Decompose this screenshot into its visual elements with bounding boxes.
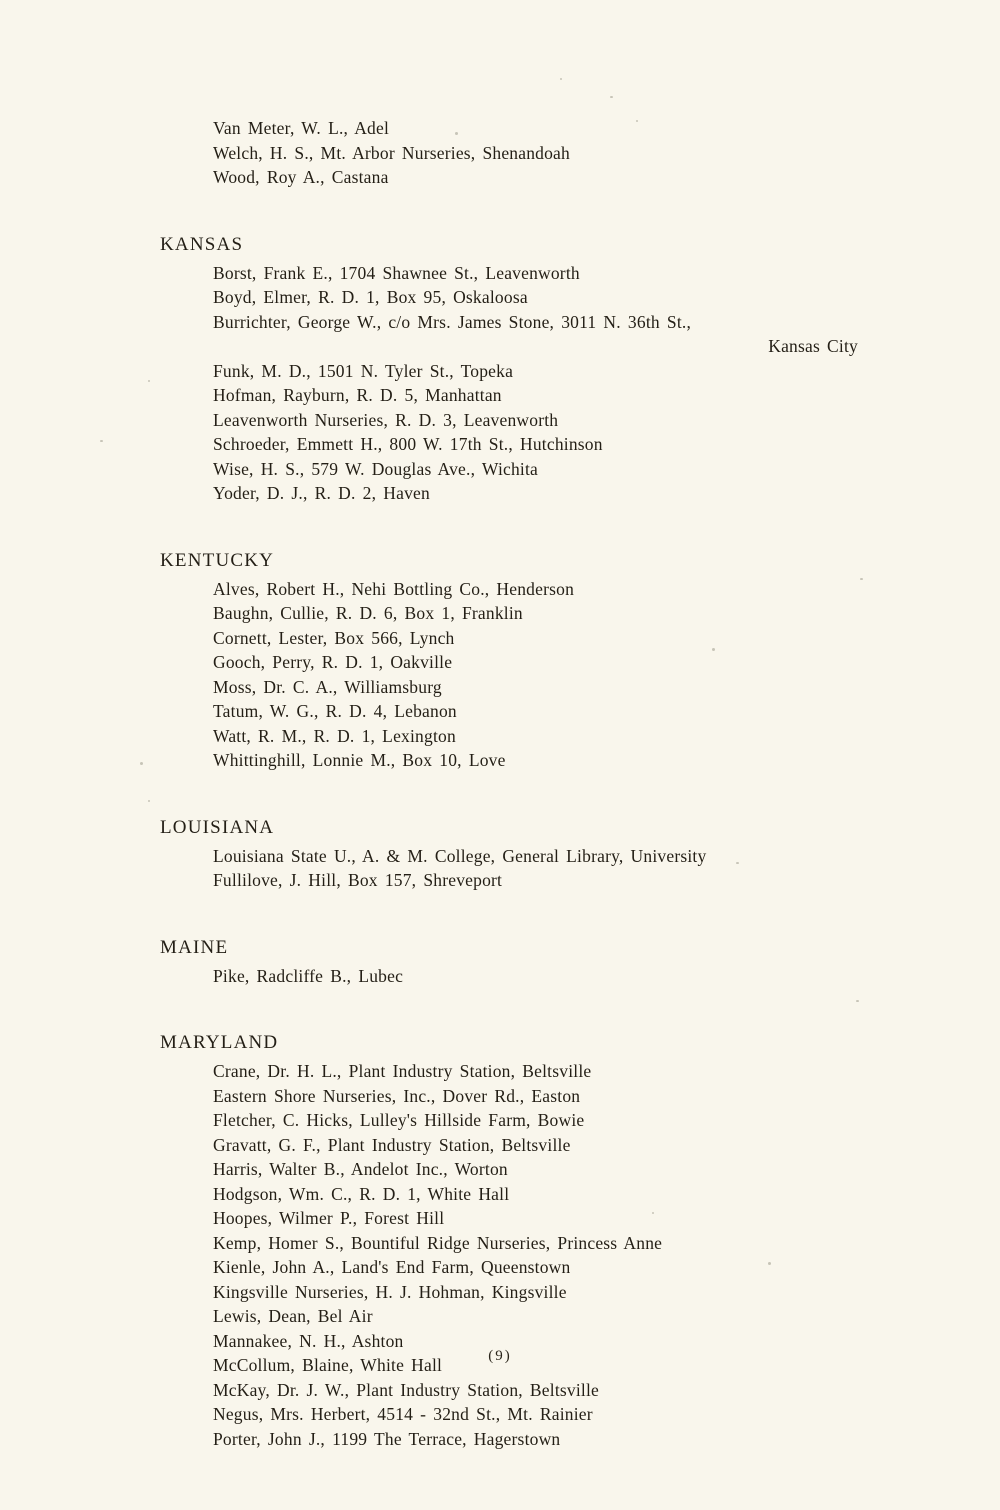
directory-entry: Gooch, Perry, R. D. 1, Oakville — [213, 652, 453, 672]
page-number: (9) — [488, 1348, 512, 1364]
entry-list — [160, 844, 858, 893]
directory-entry: Moss, Dr. C. A., Williamsburg — [213, 676, 442, 697]
directory-entry: Boyd, Elmer, R. D. 1, Box 95, Oskaloosa — [213, 287, 528, 307]
directory-entry: Tatum, W. G., R. D. 4, Lebanon — [213, 701, 457, 721]
directory-entry: Hofman, Rayburn, R. D. 5, Manhattan — [213, 385, 502, 405]
directory-entry: Welch, H. S., Mt. Arbor Nurseries, Shenandoah — [213, 142, 570, 163]
scan-speck — [148, 800, 150, 802]
directory-section — [160, 550, 860, 773]
directory-entry: Pike, Radcliffe B., Lubec — [213, 965, 404, 986]
page — [160, 116, 860, 1451]
directory-entry: Harris, Walter B., Andelot Inc., Worton — [213, 1159, 508, 1179]
section-heading: KANSAS — [160, 233, 244, 255]
directory-entry: Cornett, Lester, Box 566, Lynch — [213, 627, 455, 648]
directory-entry: Wood, Roy A., Castana — [213, 167, 389, 187]
directory-entry: Hoopes, Wilmer P., Forest Hill — [213, 1208, 445, 1228]
directory-entry: Van Meter, W. L., Adel — [213, 118, 390, 138]
entry-list — [160, 1059, 858, 1451]
directory-entry: McKay, Dr. J. W., Plant Industry Station, Beltsville — [213, 1379, 599, 1400]
directory-section — [160, 234, 860, 506]
scan-speck — [610, 96, 613, 98]
directory-entry: Kienle, John A., Land's End Farm, Queenstown — [213, 1257, 571, 1277]
directory-entry: Kemp, Homer S., Bountiful Ridge Nurseries, Princess Anne — [213, 1232, 663, 1253]
directory-section — [160, 817, 860, 893]
directory-entry: Fletcher, C. Hicks, Lulley's Hillside Farm, Bowie — [213, 1110, 585, 1130]
directory-entry: Burrichter, George W., c/o Mrs. James Stone, 3011 N. 36th St., — [213, 311, 692, 332]
entry-list — [160, 577, 858, 773]
directory-entry: Negus, Mrs. Herbert, 4514 - 32nd St., Mt. Rainier — [213, 1404, 593, 1424]
directory-section — [160, 1032, 860, 1451]
directory-entry: Baughn, Cullie, R. D. 6, Box 1, Franklin — [213, 603, 523, 623]
directory-entry: Crane, Dr. H. L., Plant Industry Station, Beltsville — [213, 1061, 592, 1081]
directory-entry: Leavenworth Nurseries, R. D. 3, Leavenworth — [213, 409, 559, 430]
directory-entry: Yoder, D. J., R. D. 2, Haven — [213, 483, 430, 503]
directory-section — [160, 116, 860, 190]
directory-entry: Porter, John J., 1199 The Terrace, Hagerstown — [213, 1428, 561, 1449]
scan-speck — [148, 380, 150, 382]
section-heading: LOUISIANA — [160, 816, 275, 838]
directory-entry: Lewis, Dean, Bel Air — [213, 1306, 373, 1326]
directory-entry: Gravatt, G. F., Plant Industry Station, Beltsville — [213, 1134, 571, 1155]
scan-speck — [560, 78, 562, 80]
directory-entry: Mannakee, N. H., Ashton — [213, 1330, 404, 1351]
entry-list — [160, 116, 858, 190]
section-heading: MAINE — [160, 936, 229, 958]
directory-entry: Kingsville Nurseries, H. J. Hohman, Kingsville — [213, 1281, 567, 1302]
scan-speck — [100, 440, 103, 442]
directory-entry: Funk, M. D., 1501 N. Tyler St., Topeka — [213, 360, 514, 381]
entry-continuation: Kansas City — [768, 336, 858, 356]
section-heading: KENTUCKY — [160, 549, 275, 571]
directory-entry: Schroeder, Emmett H., 800 W. 17th St., Hutchinson — [213, 434, 603, 454]
directory-entry: Eastern Shore Nurseries, Inc., Dover Rd., Easton — [213, 1085, 581, 1106]
directory-entry: Wise, H. S., 579 W. Douglas Ave., Wichita — [213, 458, 539, 479]
section-heading: MARYLAND — [160, 1032, 279, 1053]
directory-entry: McCollum, Blaine, White Hall — [213, 1355, 443, 1375]
directory-entry: Fullilove, J. Hill, Box 157, Shreveport — [213, 870, 503, 890]
directory-entry: Whittinghill, Lonnie M., Box 10, Love — [213, 750, 506, 770]
directory-entry: Hodgson, Wm. C., R. D. 1, White Hall — [213, 1183, 510, 1204]
directory-section — [160, 937, 860, 989]
directory-entry: Louisiana State U., A. & M. College, General Library, University — [213, 845, 707, 866]
directory-entry: Alves, Robert H., Nehi Bottling Co., Henderson — [213, 578, 575, 599]
scan-speck — [140, 762, 143, 765]
scan-speck — [860, 578, 863, 580]
directory-entry: Borst, Frank E., 1704 Shawnee St., Leavenworth — [213, 262, 580, 283]
entry-list — [160, 964, 858, 989]
directory-entry: Watt, R. M., R. D. 1, Lexington — [213, 725, 456, 746]
entry-list — [160, 261, 858, 506]
